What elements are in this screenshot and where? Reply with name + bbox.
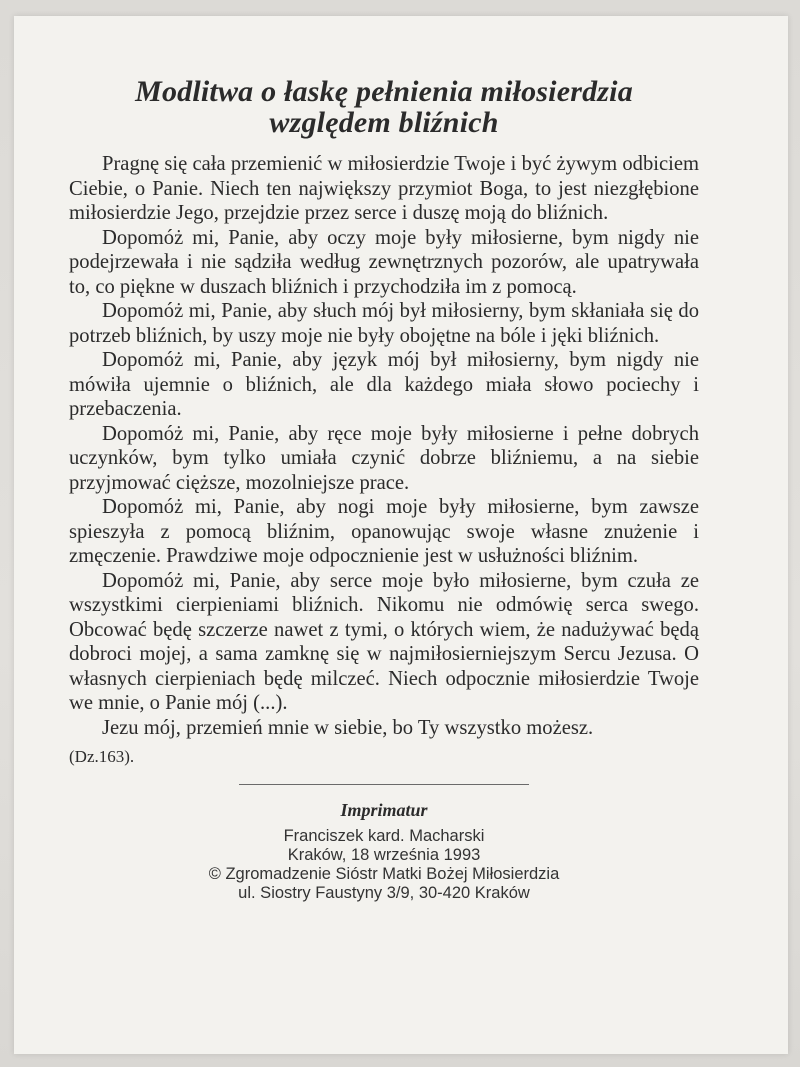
divider — [239, 784, 529, 785]
prayer-paragraph: Dopomóż mi, Panie, aby słuch mój był miłosierny, bym skłaniała się do potrzeb bliźnich, by uszy moje nie były obojętne na bóle i jęki bliźnich. — [69, 300, 699, 347]
prayer-title — [69, 76, 699, 138]
footer-line-3: © Zgromadzenie Sióstr Matki Bożej Miłosierdzia — [208, 865, 560, 883]
footer-line-4: ul. Siostry Faustyny 3/9, 30-420 Kraków — [238, 884, 530, 902]
prayer-paragraph: Dopomóż mi, Panie, aby oczy moje były miłosierne, bym nigdy nie podejrzewała i nie sądziła według zewnętrznych pozorów, ale upatrywała to, co piękne w duszach bliźnich i przychodziła im z pomocą. — [69, 226, 699, 298]
prayer-paragraph: Dopomóż mi, Panie, aby nogi moje były miłosierne, bym zawsze spieszyła z pomocą bliźnim, opanowując swoje własne znużenie i zmęczenie. Prawdziwe moje odpocznienie jest w usłużności bliźnim. — [69, 496, 699, 567]
prayer-paragraph: Pragnę się cała przemienić w miłosierdzie Twoje i być żywym odbiciem Ciebie, o Panie. Niech ten największy przymiot Boga, to jest niezgłębione miłosierdzie Jego, przejdzie przez serce i duszę moją do bliźnich. — [69, 153, 699, 224]
prayer-paragraph: Dopomóż mi, Panie, aby serce moje było miłosierne, bym czuła ze wszystkimi cierpieniami bliźnich. Nikomu nie odmówię serca swego. Obcować będę szczerze nawet z tymi, o których wiem, że nadużywać będą dobroci mojej, a sama zamknę się w najmiłosierniejszym Sercu Jezusa. O własnych cierpieniach będę milczeć. Niech odpocznie miłosierdzie Twoje we mnie, o Panie mój (...). — [69, 569, 699, 714]
card-content — [69, 76, 699, 903]
prayer-body — [69, 152, 699, 740]
citation: (Dz.163). — [69, 747, 135, 766]
footer-line-2: Kraków, 18 września 1993 — [287, 846, 481, 864]
prayer-paragraph: Dopomóż mi, Panie, aby ręce moje były miłosierne i pełne dobrych uczynków, bym tylko umiała czynić dobrze bliźniemu, a na siebie przyjmować cięższe, mozolniejsze prace. — [69, 422, 699, 494]
title-line-2: względem bliźnich — [269, 106, 499, 139]
title-line-1: Modlitwa o łaskę pełnienia miłosierdzia — [135, 75, 633, 108]
footer — [69, 827, 699, 903]
prayer-paragraph: Jezu mój, przemień mnie w siebie, bo Ty wszystko możesz. — [102, 716, 594, 739]
footer-line-1: Franciszek kard. Macharski — [283, 827, 485, 845]
imprimatur-heading: Imprimatur — [340, 800, 428, 820]
prayer-card — [14, 16, 788, 1054]
prayer-paragraph: Dopomóż mi, Panie, aby język mój był miłosierny, bym nigdy nie mówiła ujemnie o bliźnich, ale dla każdego miała słowo pociechy i przebaczenia. — [69, 349, 699, 420]
